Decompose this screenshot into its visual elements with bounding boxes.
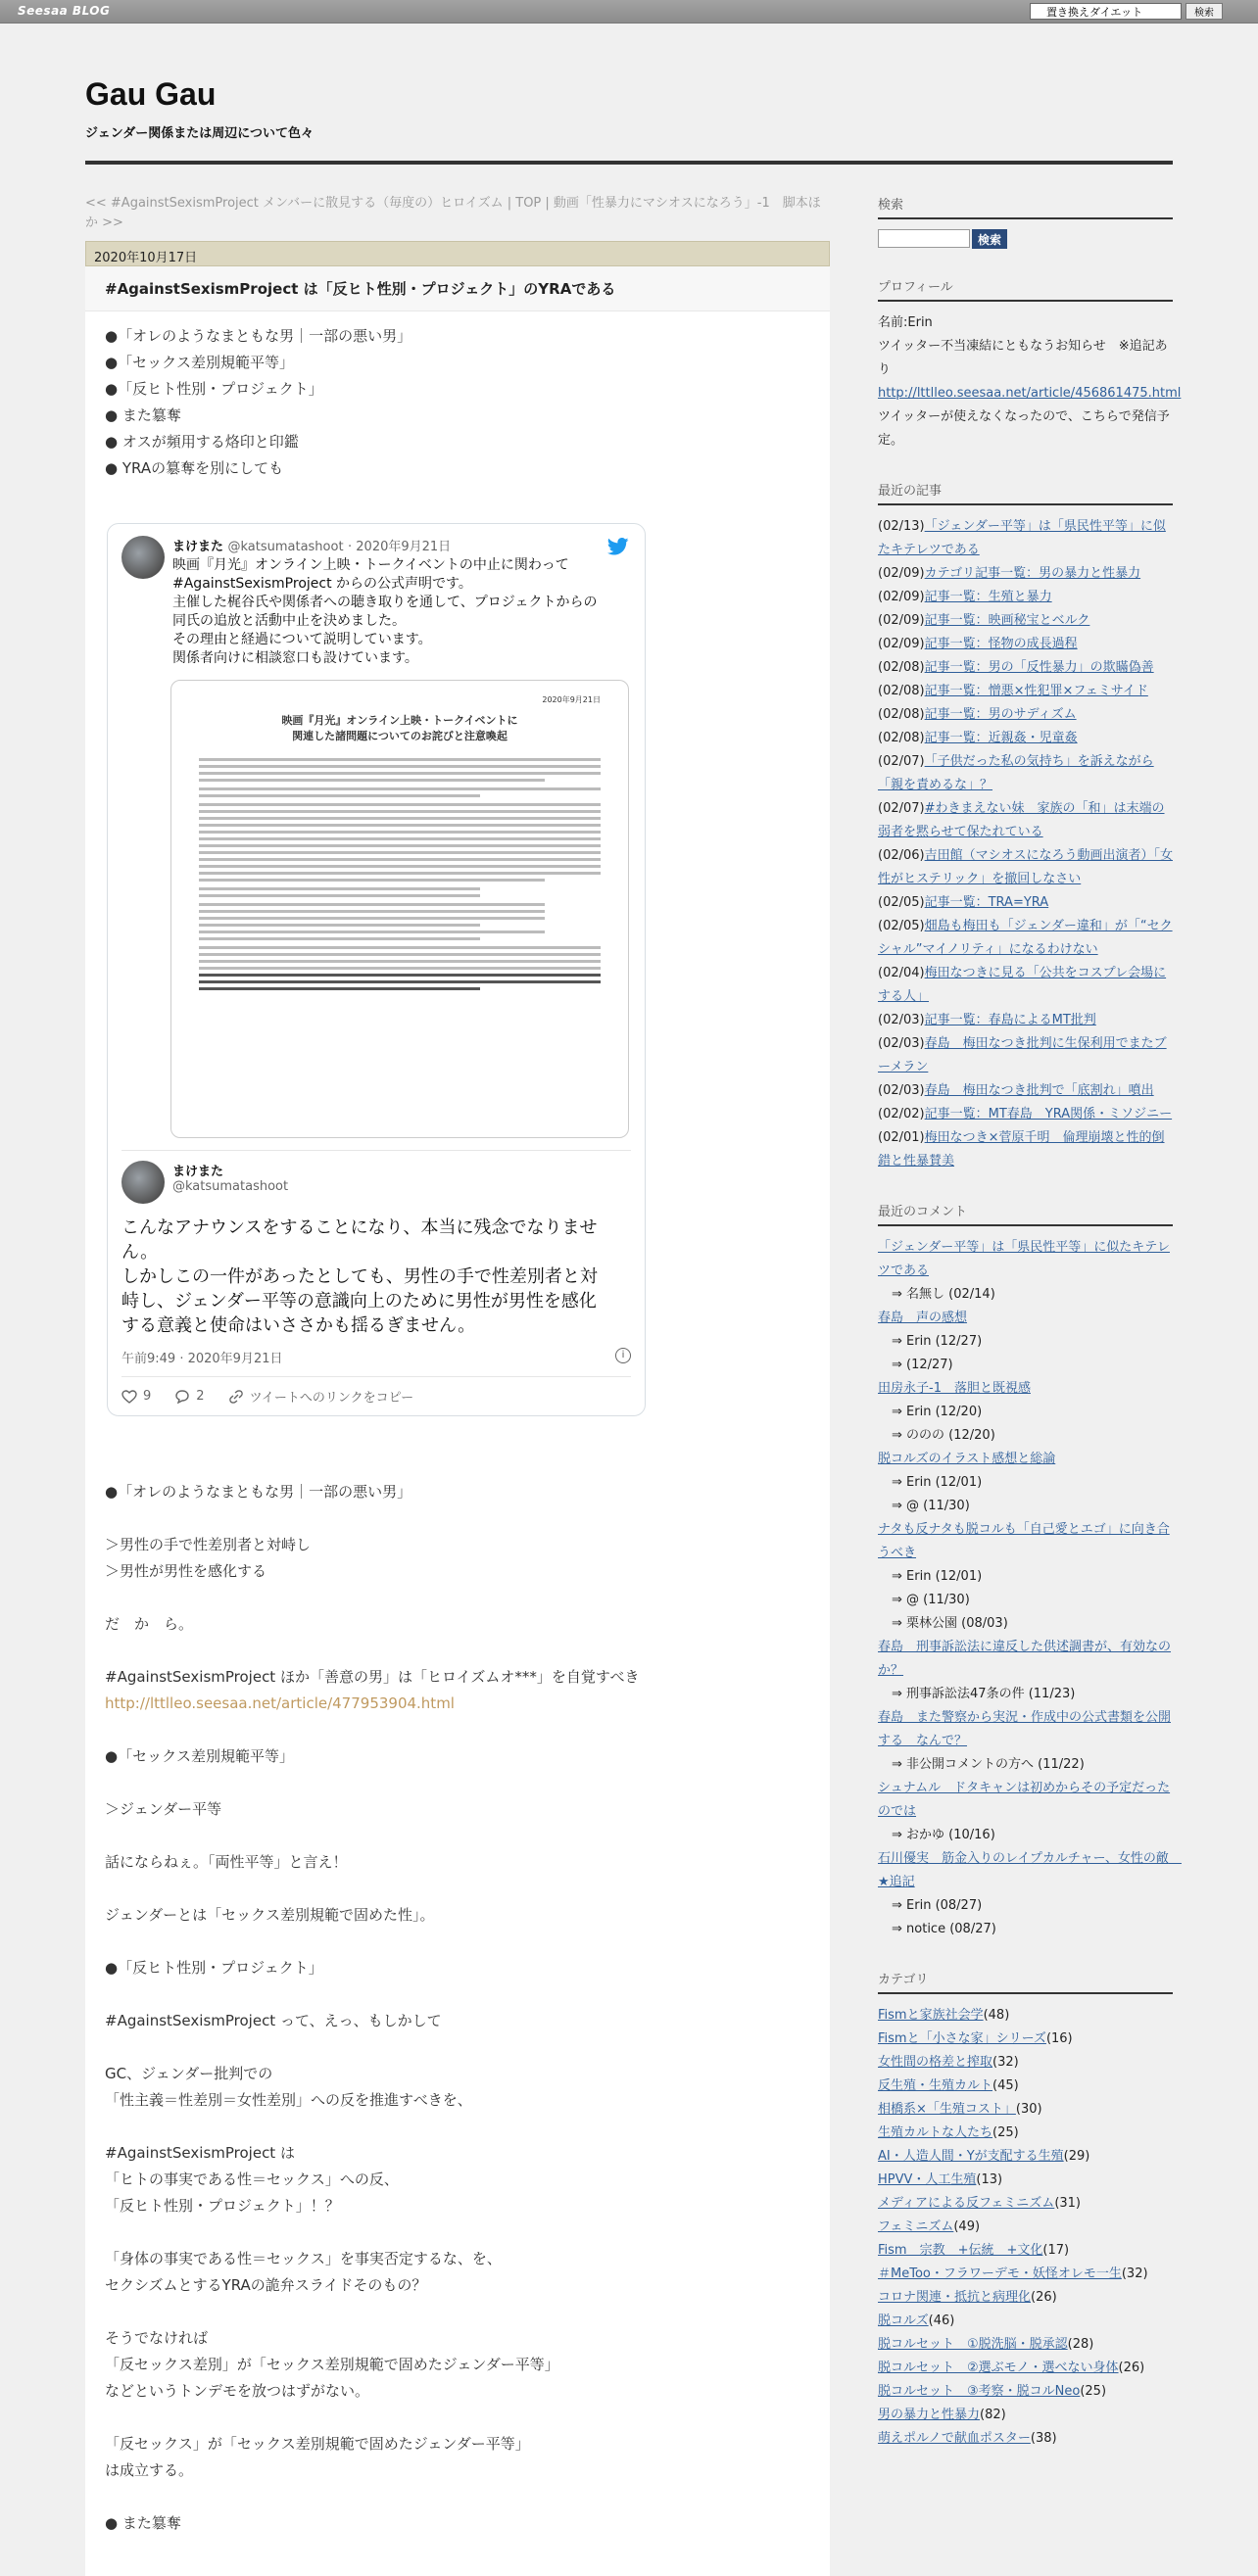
article-paragraph: ●「セックス差別規範平等」 [105,1747,294,1765]
recent-comment-item[interactable]: ⇒ 名無し (02/14) [892,1287,995,1302]
doc-date: 2020年9月21日 [542,695,601,704]
like-button[interactable] [121,1387,151,1406]
sidebar-search-form [878,229,1173,249]
sidebar-search [878,194,1173,249]
category-count: (32) [1121,2266,1148,2281]
recent-post-link[interactable]: 春島 梅田なつき批判に生保利用でまたブーメラン [878,1036,1167,1074]
article-date: 2020年10月17日 [85,241,830,266]
article-paragraph: ＞男性が男性を感化する [105,1562,267,1580]
recent-comment-article [878,1636,1173,1683]
tweet-text-line: 同氏の追放と活動中止を決めました。 [172,613,406,629]
quoted-text-line: する意義と使命はいささかも揺るぎません。 [121,1315,476,1336]
recent-post-link[interactable]: 記事一覧：男の「反性暴力」の欺瞞偽善 [924,660,1154,675]
recent-comment-article-link[interactable]: 「ジェンダー平等」は「県民性平等」に似たキテレツである [878,1240,1170,1278]
category-link[interactable]: 脱コルズ [878,2314,929,2328]
recent-comment-article [878,1377,1173,1401]
category-link[interactable]: 相橋系×「生殖コスト」 [878,2102,1016,2117]
sidebar-recent-comments [878,1201,1182,1941]
article-paragraph: 「身体の事実である性＝セックス」を事実否定するな、を、 [105,2250,502,2267]
category-item [878,2239,1173,2263]
heart-icon [121,1390,137,1404]
category-link[interactable]: ＃MeToo・フラワーデモ・妖怪オレモ一生 [878,2266,1122,2281]
recent-posts-list [878,515,1173,1173]
category-count: (28) [1067,2337,1094,2352]
top-search [1030,3,1223,20]
article-paragraph [105,1691,810,1717]
copy-link-button[interactable] [228,1387,414,1406]
recent-post-link[interactable]: 記事一覧：MT春島 YRA関係・ミソジニー [924,1107,1173,1121]
main-column [85,194,830,2576]
category-count: (29) [1063,2149,1090,2164]
category-item [878,2027,1173,2051]
blank-line [105,2405,810,2431]
recent-post-item [878,750,1173,797]
profile-note: ツイッターが使えなくなったので、こちらで発信予定。 [878,409,1170,448]
pager-separator: | [503,196,516,211]
category-link[interactable]: 男の暴力と性暴力 [878,2408,981,2422]
category-count: (32) [992,2055,1019,2070]
article-paragraph: ＞ジェンダー平等 [105,1800,222,1818]
toc-item: ●「反ヒト性別・プロジェクト」 [105,380,323,398]
recent-comment-article [878,1448,1173,1471]
recent-post-link[interactable]: 記事一覧：近親姦・児童姦 [924,731,1078,745]
tweet-author-name[interactable]: まけまた [172,540,224,554]
quoted-tweet[interactable] [121,1150,631,1406]
category-link[interactable]: 脱コルセット ②選ぶモノ・選べない身体 [878,2361,1119,2375]
recent-comment-article [878,1847,1182,1894]
category-link[interactable]: Fismと「小さな家」シリーズ [878,2031,1046,2046]
recent-comment-item[interactable]: ⇒ @ (11/30) [892,1593,970,1607]
category-item [878,2145,1173,2169]
recent-comment-article-link[interactable]: 田房永子-1 落胆と既視感 [878,1381,1031,1396]
recent-post-item [878,656,1173,680]
category-count: (16) [1045,2031,1073,2046]
recent-post-link[interactable]: 吉田館（マシオスになろう動画出演者）「女性がヒステリック」を撤回しなさい [878,848,1173,886]
avatar[interactable] [121,1161,165,1204]
article-paragraph: #AgainstSexismProject って、えっ、もしかして [105,2012,442,2029]
recent-post-link[interactable]: 記事一覧：憎悪×性犯罪×フェミサイド [924,684,1148,698]
category-link[interactable]: コロナ関連・抵抗と病理化 [878,2290,1032,2305]
recent-post-date: (02/09) [878,637,925,651]
recent-post-link[interactable]: 記事一覧：男のサディズム [924,707,1077,722]
recent-comment-item[interactable]: ⇒ Erin (12/01) [892,1475,983,1490]
tweet-text-line: 関係者向けに相談窓口も設けています。 [172,650,418,666]
category-link[interactable]: HPVV・人工生殖 [878,2172,977,2187]
doc-title-line: 映画『月光』オンライン上映・トークイベントに [281,714,518,727]
sidebar-search-heading: 検索 [878,194,1173,219]
blank-line [105,1823,810,1849]
blank-line [105,1770,810,1796]
blank-line [105,1981,810,2008]
recent-post-date: (02/07) [878,801,925,816]
category-item [878,2169,1173,2192]
quoted-text-line: 峙し、ジェンダー平等の意識向上のために男性が男性を感化 [121,1291,597,1312]
blank-line [105,2484,810,2510]
toc-item: ●「オレのようなまともな男｜一部の悪い男」 [105,327,412,345]
recent-post-item [878,633,1173,656]
recent-comments-heading: 最近のコメント [878,1201,1173,1226]
blank-line [105,2114,810,2140]
sidebar-categories [878,1969,1173,2451]
category-item [878,2286,1173,2310]
recent-post-date: (02/08) [878,660,925,675]
recent-post-item [878,586,1173,609]
tweet-header [121,536,631,668]
profile-notice: ツイッター不当凍結にともなうお知らせ ※追記あり [878,339,1168,377]
article-pager [85,194,830,233]
article-paragraph: ●「反ヒト性別・プロジェクト」 [105,1959,323,1977]
article-body [105,1479,810,2537]
prev-article-link[interactable]: << #AgainstSexismProject メンバーに散見する（毎度の）ヒロイズム [85,196,504,211]
recent-post-date: (02/09) [878,566,925,581]
category-item [878,2122,1173,2145]
category-count: (17) [1042,2243,1070,2258]
category-link[interactable]: Fismと家族社会学 [878,2008,984,2023]
top-search-input[interactable] [1030,3,1182,20]
category-count: (25) [992,2125,1019,2140]
article-paragraph: そうでなければ [105,2329,209,2347]
recent-post-link[interactable]: 記事一覧：映画秘宝とベルク [924,613,1090,628]
recent-post-date: (02/03) [878,1036,925,1051]
recent-post-item [878,915,1173,962]
category-link[interactable]: 反生殖・生殖カルト [878,2078,993,2093]
blank-line [105,1717,810,1743]
category-link[interactable]: 生殖カルトな人たち [878,2125,993,2140]
profile-notice-link[interactable]: http://lttlleo.seesaa.net/article/456861475.html [878,386,1182,401]
blog-header [85,76,1173,141]
category-count: (46) [928,2314,955,2328]
category-count: (48) [983,2008,1010,2023]
categories-heading: カテゴリ [878,1969,1173,1994]
profile-heading: プロフィール [878,276,1173,302]
recent-comment-item[interactable]: ⇒ notice (08/27) [892,1922,996,1936]
blank-line [105,2299,810,2325]
category-count: (49) [953,2219,981,2234]
blank-line [105,2034,810,2061]
category-count: (13) [976,2172,1003,2187]
recent-comment-item[interactable]: ⇒ @ (11/30) [892,1499,970,1513]
site-description: ジェンダー関係または周辺について色々 [85,126,314,141]
categories-list [878,2004,1173,2451]
blank-line [105,2219,810,2246]
recent-post-link[interactable]: 春島 梅田なつき批判で「底割れ」噴出 [924,1083,1154,1098]
recent-post-item [878,1126,1173,1173]
recent-post-link[interactable]: カテゴリ記事一覧：男の暴力と性暴力 [924,566,1141,581]
article-paragraph: 「反ヒト性別・プロジェクト」！？ [105,2197,340,2215]
blank-line [105,1585,810,1611]
recent-comment-article [878,1236,1173,1283]
tweet-text-line: 映画『月光』オンライン上映・トークイベントの中止に関わって [172,557,569,573]
recent-post-date: (02/01) [878,1130,925,1145]
quoted-author [172,1161,288,1194]
profile-name: 名前:Erin [878,315,933,330]
category-count: (26) [1031,2290,1057,2305]
doc-body-lines [199,758,601,990]
blank-line [105,1505,810,1532]
pager-separator: | [541,196,554,211]
recent-post-link[interactable]: 記事一覧：生殖と暴力 [924,590,1052,604]
article-paragraph: だ か ら。 [105,1615,194,1633]
recent-comment-item[interactable]: ⇒ 栗林公園 (08/03) [892,1616,1008,1631]
quoted-tweet-text [121,1216,631,1338]
recent-post-item [878,891,1173,915]
reply-button[interactable] [174,1387,204,1406]
article-toc [105,323,810,482]
link-icon [228,1390,244,1404]
category-item [878,2333,1173,2357]
toc-item: ●「セックス差別規範平等」 [105,354,294,371]
recent-post-item [878,1032,1173,1079]
recent-post-date: (02/05) [878,919,925,933]
site-title[interactable]: Gau Gau [85,76,217,112]
recent-post-link[interactable]: 「ジェンダー平等」は「県民性平等」に似たキテレツである [878,519,1166,557]
category-link[interactable]: Fism 宗教 +伝統 +文化 [878,2243,1043,2258]
tweet-actions [121,1376,631,1406]
article-paragraph: 「反セックス」が「セックス差別規範で固めたジェンダー平等」 [105,2435,530,2453]
article-link[interactable]: http://lttlleo.seesaa.net/article/477953904.html [105,1694,455,1712]
tweet-author-handle[interactable]: @katsumatashoot [227,540,344,554]
sidebar-recent-posts [878,480,1173,1173]
article-paragraph: ●「オレのようなまともな男｜一部の悪い男」 [105,1483,412,1501]
article-paragraph: ジェンダーとは「セックス差別規範で固めた性」。 [105,1906,435,1924]
recent-post-item [878,1079,1173,1103]
blank-line [105,1638,810,1664]
sidebar-search-input[interactable] [878,229,970,248]
quoted-author-name[interactable]: まけまた [172,1165,224,1179]
quoted-text-line: こんなアナウンスをすることになり、本当に残念でなりませ [121,1217,598,1238]
article-paragraph: などというトンデモを放つはずがない。 [105,2382,370,2400]
tweet-hashtag-line[interactable]: #AgainstSexismProject からの公式声明です。 [172,576,472,592]
article-paragraph: ● また簒奪 [105,2514,181,2532]
category-count: (45) [992,2078,1019,2093]
category-item [878,2004,1173,2027]
recent-comment-article [878,1777,1173,1824]
category-item [878,2098,1173,2122]
recent-comment-article-link[interactable]: 脱コルズのイラスト感想と総論 [878,1452,1056,1466]
embedded-tweet[interactable] [107,523,646,1416]
recent-comment-article-link[interactable]: 春島 また警察から実況・作成中の公式書類を公開する なんで？ [878,1710,1172,1748]
category-item [878,2216,1173,2239]
blank-line [105,1876,810,1902]
recent-post-date: (02/09) [878,613,925,628]
category-item [878,2051,1173,2075]
sidebar-profile [878,276,1182,453]
recent-comment-article-link[interactable]: 春島 刑事訴訟法に違反した供述調書が、有効なのか？ [878,1640,1172,1678]
doc-title-line: 関連した諸問題についてのお詫びと注意喚起 [292,730,508,742]
category-link[interactable]: 萌えポルノで献血ポスター [878,2431,1031,2446]
category-item [878,2263,1173,2286]
twitter-bird-icon[interactable] [607,538,629,555]
avatar[interactable] [121,536,165,579]
recent-post-item [878,680,1173,703]
recent-post-date: (02/13) [878,519,925,534]
recent-comment-article [878,1518,1173,1565]
quoted-text-line: しかしこの一件があったとしても、男性の手で性差別者と対 [121,1266,598,1287]
recent-post-link[interactable]: #わきまえない妹 家族の「和」は末端の弱者を黙らせて保たれている [878,801,1165,839]
category-item [878,2404,1173,2427]
category-link[interactable]: メディアによる反フェミニズム [878,2196,1055,2211]
article-paragraph: 「ヒトの事実である性＝セックス」への反、 [105,2171,399,2188]
recent-post-item [878,515,1173,562]
recent-comment-item[interactable]: ⇒ おかゆ (10/16) [892,1828,995,1842]
recent-posts-heading: 最近の記事 [878,480,1173,505]
top-search-button[interactable]: 検索 [1185,3,1223,20]
toc-item: ● また簒奪 [105,406,181,424]
recent-post-date: (02/08) [878,684,925,698]
tweet-meta [121,1348,631,1366]
info-icon[interactable]: i [615,1348,631,1363]
article-paragraph: 「反セックス差別」が「セックス差別規範で固めたジェンダー平等」 [105,2356,559,2373]
recent-post-item [878,1009,1173,1032]
article-paragraph: は成立する。 [105,2461,194,2479]
recent-comment-article-link[interactable]: 春島 声の感想 [878,1311,968,1325]
like-count: 9 [143,1389,152,1404]
recent-post-link[interactable]: 記事一覧：怪物の成長過程 [924,637,1078,651]
tweet-text [172,556,597,668]
tweet-timestamp[interactable]: 午前9:49 · 2020年9月21日 [121,1352,283,1366]
article-paragraph: 「性主義＝性差別＝女性差別」への反を推進すべきを、 [105,2091,472,2109]
recent-post-item [878,703,1173,727]
category-link[interactable]: AI・人造人間・Yが支配する生殖 [878,2149,1064,2164]
recent-post-item [878,844,1173,891]
top-bar [0,0,1258,24]
recent-post-item [878,562,1173,586]
recent-comment-item[interactable]: ⇒ 非公開コメントの方へ (11/22) [892,1757,1085,1772]
tweet-image[interactable] [170,680,629,1138]
tweet-date[interactable]: · 2020年9月21日 [348,540,452,554]
quoted-text-line: ん。 [121,1242,159,1263]
article-paragraph: セクシズムとするYRAの詭弁スライドそのもの？ [105,2276,427,2294]
recent-post-date: (02/06) [878,848,925,863]
category-link[interactable]: フェミニズム [878,2219,954,2234]
recent-comment-item[interactable]: ⇒ ののの (12/20) [892,1428,995,1443]
sidebar [878,194,1182,2478]
toc-item: ● オスが頻用する烙印と印鑑 [105,433,299,451]
category-item [878,2357,1173,2380]
article-paragraph: #AgainstSexismProject ほか「善意の男」は「ヒロイズムオ***」を自覚すべき [105,1668,640,1686]
recent-post-date: (02/05) [878,895,925,910]
category-item [878,2075,1173,2098]
recent-post-item [878,609,1173,633]
category-item [878,2310,1173,2333]
article-paragraph: ＞男性の手で性差別者と対峙し [105,1536,312,1553]
recent-post-link[interactable]: 梅田なつき×菅原千明 倫理崩壊と性的倒錯と性暴賛美 [878,1130,1165,1169]
category-item [878,2427,1173,2451]
category-item [878,2192,1173,2216]
recent-post-link[interactable]: 梅田なつきに見る「公共をコスプレ会場にする人」 [878,966,1167,1004]
copy-link-label: ツイートへのリンクをコピー [249,1391,414,1406]
recent-comment-item[interactable]: ⇒ Erin (12/27) [892,1334,983,1349]
category-count: (82) [980,2408,1006,2422]
reply-count: 2 [196,1389,205,1404]
recent-comment-item[interactable]: ⇒ Erin (12/01) [892,1569,983,1584]
recent-post-item [878,727,1173,750]
tweet-text-line: その理由と経過について説明しています。 [172,632,432,647]
top-link[interactable]: TOP [515,196,542,211]
recent-comment-article-link[interactable]: ナタも反ナタも脱コルも「自己愛とエゴ」に向き合うべき [878,1522,1170,1560]
article-paragraph: 話にならねぇ。「両性平等」と言え！ [105,1853,348,1871]
doc-title [199,713,601,744]
quoted-tweet-header [121,1161,631,1204]
seesaa-blog-logo[interactable]: Seesaa BLOG [18,4,111,18]
toc-item: ● YRAの簒奪を別にしても [105,459,284,477]
recent-post-date: (02/09) [878,590,925,604]
category-link[interactable]: 脱コルセット ①脱洗脳・脱承認 [878,2337,1068,2352]
recent-post-date: (02/03) [878,1013,925,1027]
recent-post-date: (02/08) [878,707,925,722]
category-count: (38) [1030,2431,1057,2446]
recent-comments-list [878,1236,1182,1941]
article-paragraph: GC、ジェンダー批判での [105,2065,273,2082]
recent-comment-article-link[interactable]: シュナムル ドタキャンは初めからその予定だったのでは [878,1781,1171,1819]
recent-comment-article-link[interactable]: 石川優実 筋金入りのレイプカルチャー、女性の敵 ★追記 [878,1851,1182,1889]
recent-post-link[interactable]: 記事一覧：春島によるMT批判 [924,1013,1096,1027]
tweet-text-line: 主催した梶谷氏や関係者への聴き取りを通して、プロジェクトからの [172,595,598,610]
category-count: (31) [1054,2196,1081,2211]
category-item [878,2380,1173,2404]
recent-post-item [878,1103,1173,1126]
recent-post-date: (02/04) [878,966,925,980]
reply-icon [174,1390,190,1404]
recent-comment-item[interactable]: ⇒ Erin (08/27) [892,1898,983,1913]
recent-comment-article [878,1307,1173,1330]
next-article-link[interactable]: 動画「性暴力にマシオスになろう」-1 脚本ほか >> [85,196,821,230]
category-link[interactable]: 脱コルセット ③考察・脱コルNeo [878,2384,1081,2399]
recent-post-date: (02/03) [878,1083,925,1098]
recent-post-link[interactable]: 記事一覧：TRA=YRA [924,895,1049,910]
recent-comment-item[interactable]: ⇒ (12/27) [892,1358,953,1372]
recent-comment-item[interactable]: ⇒ 刑事訴訟法47条の件 (11/23) [892,1687,1076,1701]
article-paragraph: #AgainstSexismProject は [105,2144,295,2162]
recent-post-item [878,797,1173,844]
article [85,266,830,2576]
recent-post-link[interactable]: 「子供だった私の気持ち」を訴えながら「親を責めるな」？ [878,754,1154,792]
quoted-author-handle[interactable]: @katsumatashoot [172,1179,289,1194]
category-count: (26) [1118,2361,1145,2375]
recent-post-date: (02/07) [878,754,925,769]
category-count: (30) [1015,2102,1042,2117]
top-search-field [1030,3,1182,20]
category-count: (25) [1080,2384,1107,2399]
header-divider [85,161,1173,165]
category-link[interactable]: 女性間の格差と搾取 [878,2055,993,2070]
recent-post-date: (02/02) [878,1107,925,1121]
recent-comment-article [878,1706,1173,1753]
blank-line [105,1929,810,1955]
recent-comment-item[interactable]: ⇒ Erin (12/20) [892,1405,983,1419]
tweet-body [172,536,597,668]
recent-post-link[interactable]: 畑島も梅田も「ジェンダー違和」が「“セクシャル”マイノリティ」になるわけない [878,919,1173,957]
sidebar-search-button[interactable]: 検索 [972,229,1007,249]
recent-post-item [878,962,1173,1009]
article-title[interactable]: #AgainstSexismProject は「反ヒト性別・プロジェクト」のYRAである [85,266,830,311]
recent-post-date: (02/08) [878,731,925,745]
